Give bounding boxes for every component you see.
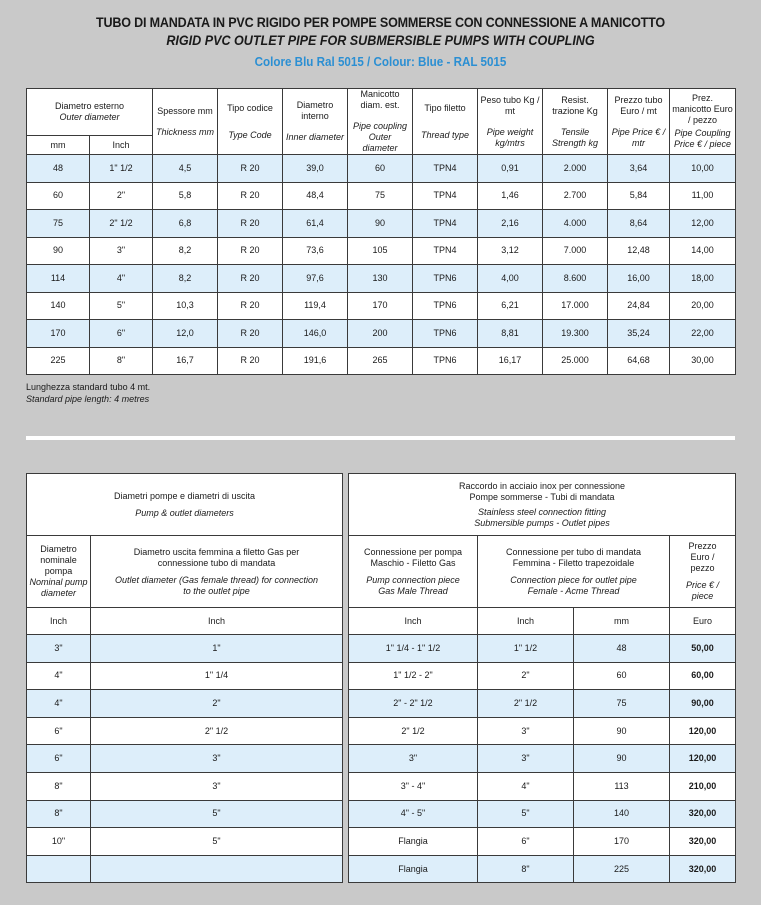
table-cell: 90	[574, 717, 670, 745]
table-cell: 75	[27, 210, 90, 238]
table-cell: 11,00	[670, 182, 736, 210]
table-cell: 90	[27, 237, 90, 265]
table-row	[27, 292, 736, 320]
table-cell	[27, 855, 91, 883]
table-cell: 3"	[478, 717, 574, 745]
table-cell: 48	[27, 155, 90, 183]
title-english: RIGID PVC OUTLET PIPE FOR SUBMERSIBLE PUMPS WITH COUPLING	[166, 33, 595, 48]
table-row	[349, 800, 736, 828]
table-cell: 3" - 4"	[349, 772, 478, 800]
table-row	[349, 828, 736, 856]
header-type-code: Tipo codice Type Code	[218, 89, 283, 155]
table-row	[27, 635, 343, 663]
table-cell: TPN4	[413, 237, 478, 265]
table-cell: R 20	[218, 265, 283, 293]
table-cell: TPN6	[413, 320, 478, 348]
table-cell: 8"	[478, 855, 574, 883]
table-cell: 60	[574, 662, 670, 690]
table-cell: 14,00	[670, 237, 736, 265]
table-cell: 8,2	[153, 265, 218, 293]
table-cell: Flangia	[349, 828, 478, 856]
pipe-spec-table	[26, 88, 736, 375]
table-cell: 119,4	[283, 292, 348, 320]
table-cell: R 20	[218, 320, 283, 348]
title-italian: TUBO DI MANDATA IN PVC RIGIDO PER POMPE SOMMERSE CON CONNESSIONE A MANICOTTO	[95, 15, 666, 30]
table-cell: R 20	[218, 292, 283, 320]
table-cell: 3"	[91, 772, 343, 800]
unit-inch: Inch	[349, 608, 478, 635]
fitting-table	[348, 473, 736, 883]
header-thread-type: Tipo filetto Thread type	[413, 89, 478, 155]
table-cell: 4"	[90, 265, 153, 293]
header-pipe-weight: Peso tubo Kg / mt Pipe weight kg/mtrs	[478, 89, 543, 155]
table-row	[27, 772, 343, 800]
table-cell: 12,0	[153, 320, 218, 348]
table-cell: 97,6	[283, 265, 348, 293]
table-cell: 6"	[478, 828, 574, 856]
unit-inch: Inch	[27, 608, 91, 635]
table-cell: 1"	[91, 635, 343, 663]
table-cell: 90	[574, 745, 670, 773]
table-cell: 2.700	[543, 182, 608, 210]
table-cell: 1" 1/2 - 2"	[349, 662, 478, 690]
table-cell: 7.000	[543, 237, 608, 265]
header-inner-diameter: Diametro interno Inner diameter	[283, 89, 348, 155]
table-row	[27, 347, 736, 375]
table-cell: 6"	[90, 320, 153, 348]
header-outer-diameter: Diametro esterno Outer diameter	[27, 89, 153, 136]
table-row	[349, 745, 736, 773]
table-cell: 8"	[90, 347, 153, 375]
table-cell: 2"	[91, 690, 343, 718]
table-cell: 8,64	[608, 210, 670, 238]
table-cell: 75	[574, 690, 670, 718]
table-cell: 4" - 5"	[349, 800, 478, 828]
table-cell: 3"	[91, 745, 343, 773]
table-cell: 19.300	[543, 320, 608, 348]
header-outlet-diameter: Diametro uscita femmina a filetto Gas per connessione tubo di mandata Outlet diameter (Gas female thread) for connection to the outlet pipe	[91, 536, 343, 608]
table-cell: 265	[348, 347, 413, 375]
table-cell: 4"	[27, 690, 91, 718]
table-cell: 5"	[90, 292, 153, 320]
table-row	[349, 662, 736, 690]
table-cell: R 20	[218, 347, 283, 375]
table-cell: 170	[27, 320, 90, 348]
table-row	[27, 690, 343, 718]
table-cell: 64,68	[608, 347, 670, 375]
table-cell: 6"	[27, 717, 91, 745]
table-cell: 48,4	[283, 182, 348, 210]
table-cell: 8"	[27, 772, 91, 800]
table-cell: 130	[348, 265, 413, 293]
table-cell: 2"	[90, 182, 153, 210]
table-cell: 140	[574, 800, 670, 828]
table-cell: 0,91	[478, 155, 543, 183]
table-row	[349, 717, 736, 745]
unit-inch: Inch	[478, 608, 574, 635]
header-mm: mm	[27, 136, 90, 155]
table-cell: 50,00	[670, 635, 736, 663]
table-cell: 2" - 2" 1/2	[349, 690, 478, 718]
table-row	[27, 210, 736, 238]
table-row	[349, 855, 736, 883]
table-cell: 170	[348, 292, 413, 320]
table-cell: 48	[574, 635, 670, 663]
fitting-table-title: Raccordo in acciaio inox per connessione Pompe sommerse - Tubi di mandata Stainless steel connection fitting Submersible pumps - Outlet pipes	[349, 474, 736, 536]
table-row	[349, 690, 736, 718]
table-row	[27, 745, 343, 773]
pipe-length-note: Lunghezza standard tubo 4 mt. Standard pipe length: 4 metres	[26, 382, 151, 404]
table-cell: 16,7	[153, 347, 218, 375]
table-cell: 3"	[349, 745, 478, 773]
table-cell: 225	[574, 855, 670, 883]
table-cell: 73,6	[283, 237, 348, 265]
colour-subtitle: Colore Blu Ral 5015 / Colour: Blue - RAL 5015	[254, 55, 507, 69]
table-row	[349, 635, 736, 663]
table-cell: 8"	[27, 800, 91, 828]
table-cell: 5,84	[608, 182, 670, 210]
table-cell: 2.000	[543, 155, 608, 183]
table-cell: 22,00	[670, 320, 736, 348]
table-row	[27, 828, 343, 856]
table-cell: 170	[574, 828, 670, 856]
section-divider	[26, 436, 735, 440]
table-cell: 60,00	[670, 662, 736, 690]
table-cell: 8,2	[153, 237, 218, 265]
table-row	[27, 155, 736, 183]
table-cell: TPN6	[413, 292, 478, 320]
table-row	[27, 717, 343, 745]
header-outlet-connection: Connessione per tubo di mandata Femmina - Filetto trapezoidale Connection piece for outlet pipe Female - Acme Thread	[478, 536, 670, 608]
table-cell: 4,00	[478, 265, 543, 293]
table-cell: 225	[27, 347, 90, 375]
table-cell: 5"	[91, 828, 343, 856]
table-cell: 120,00	[670, 717, 736, 745]
table-cell: 5"	[478, 800, 574, 828]
table-cell: 320,00	[670, 855, 736, 883]
table-cell: 210,00	[670, 772, 736, 800]
table-cell: 90,00	[670, 690, 736, 718]
table-cell: 1" 1/2	[478, 635, 574, 663]
table-cell: 4"	[478, 772, 574, 800]
table-cell: 4,5	[153, 155, 218, 183]
table-cell: R 20	[218, 210, 283, 238]
table-cell: 3"	[478, 745, 574, 773]
table-row	[27, 800, 343, 828]
table-row	[27, 320, 736, 348]
table-cell: 320,00	[670, 800, 736, 828]
table-cell: 2" 1/2	[90, 210, 153, 238]
table-cell: 3,12	[478, 237, 543, 265]
table-cell: 146,0	[283, 320, 348, 348]
table-cell: TPN4	[413, 155, 478, 183]
unit-euro: Euro	[670, 608, 736, 635]
table-cell: 60	[348, 155, 413, 183]
table-cell: R 20	[218, 237, 283, 265]
header-pump-connection: Connessione per pompa Maschio - Filetto Gas Pump connection piece Gas Male Thread	[349, 536, 478, 608]
table-cell: Flangia	[349, 855, 478, 883]
page-header	[0, 14, 761, 72]
table-cell	[91, 855, 343, 883]
table-cell: 5"	[91, 800, 343, 828]
table-cell: 6,21	[478, 292, 543, 320]
table-cell: 6"	[27, 745, 91, 773]
table-cell: 1" 1/4 - 1" 1/2	[349, 635, 478, 663]
header-nominal-pump-diameter: Diametro nominale pompa Nominal pump diameter	[27, 536, 91, 608]
table-row	[27, 182, 736, 210]
table-cell: 320,00	[670, 828, 736, 856]
pump-outlet-table	[26, 473, 343, 883]
table-cell: 39,0	[283, 155, 348, 183]
table-cell: R 20	[218, 182, 283, 210]
table-row	[27, 237, 736, 265]
table-cell: 10,00	[670, 155, 736, 183]
table-cell: 30,00	[670, 347, 736, 375]
table-cell: 12,00	[670, 210, 736, 238]
header-coupling-diameter: Manicotto diam. est. Pipe coupling Outer diameter	[348, 89, 413, 155]
table-cell: 2" 1/2	[91, 717, 343, 745]
table-cell: 61,4	[283, 210, 348, 238]
table-cell: 25.000	[543, 347, 608, 375]
table-cell: 20,00	[670, 292, 736, 320]
table-cell: 90	[348, 210, 413, 238]
table-row	[27, 265, 736, 293]
table-cell: 10,3	[153, 292, 218, 320]
table-cell: 6,8	[153, 210, 218, 238]
table-cell: 4"	[27, 662, 91, 690]
header-inch: Inch	[90, 136, 153, 155]
header-thickness: Spessore mm Thickness mm	[153, 89, 218, 155]
table-cell: TPN6	[413, 347, 478, 375]
table-cell: 35,24	[608, 320, 670, 348]
table-cell: 1" 1/4	[91, 662, 343, 690]
table-cell: 2" 1/2	[478, 690, 574, 718]
table-cell: 113	[574, 772, 670, 800]
pump-table-title: Diametri pompe e diametri di uscita Pump & outlet diameters	[27, 474, 343, 536]
table-cell: 2,16	[478, 210, 543, 238]
table-cell: 16,00	[608, 265, 670, 293]
table-cell: 75	[348, 182, 413, 210]
table-cell: 60	[27, 182, 90, 210]
table-row	[349, 772, 736, 800]
table-cell: 200	[348, 320, 413, 348]
table-cell: TPN6	[413, 265, 478, 293]
table-cell: 3,64	[608, 155, 670, 183]
table-cell: 120,00	[670, 745, 736, 773]
table-cell: TPN4	[413, 210, 478, 238]
header-tensile-strength: Resist. trazione Kg Tensile Strength kg	[543, 89, 608, 155]
table-cell: R 20	[218, 155, 283, 183]
unit-inch: Inch	[91, 608, 343, 635]
table-cell: 8.600	[543, 265, 608, 293]
table-cell: 140	[27, 292, 90, 320]
table-cell: 4.000	[543, 210, 608, 238]
table-cell: 8,81	[478, 320, 543, 348]
table-cell: 3"	[27, 635, 91, 663]
table-cell: 12,48	[608, 237, 670, 265]
table-row	[27, 855, 343, 883]
table-cell: 191,6	[283, 347, 348, 375]
table-cell: 18,00	[670, 265, 736, 293]
table-cell: 105	[348, 237, 413, 265]
table-cell: 2"	[478, 662, 574, 690]
table-row	[27, 662, 343, 690]
table-cell: TPN4	[413, 182, 478, 210]
header-fitting-price: Prezzo Euro / pezzo Price € / piece	[670, 536, 736, 608]
table-cell: 17.000	[543, 292, 608, 320]
table-cell: 5,8	[153, 182, 218, 210]
header-pipe-price: Prezzo tubo Euro / mt Pipe Price € / mtr	[608, 89, 670, 155]
header-coupling-price: Prez. manicotto Euro / pezzo Pipe Coupling Price € / piece	[670, 89, 736, 155]
table-cell: 16,17	[478, 347, 543, 375]
table-cell: 3"	[90, 237, 153, 265]
table-cell: 1,46	[478, 182, 543, 210]
table-cell: 10"	[27, 828, 91, 856]
table-cell: 24,84	[608, 292, 670, 320]
table-cell: 2" 1/2	[349, 717, 478, 745]
table-cell: 114	[27, 265, 90, 293]
table-cell: 1" 1/2	[90, 155, 153, 183]
unit-mm: mm	[574, 608, 670, 635]
